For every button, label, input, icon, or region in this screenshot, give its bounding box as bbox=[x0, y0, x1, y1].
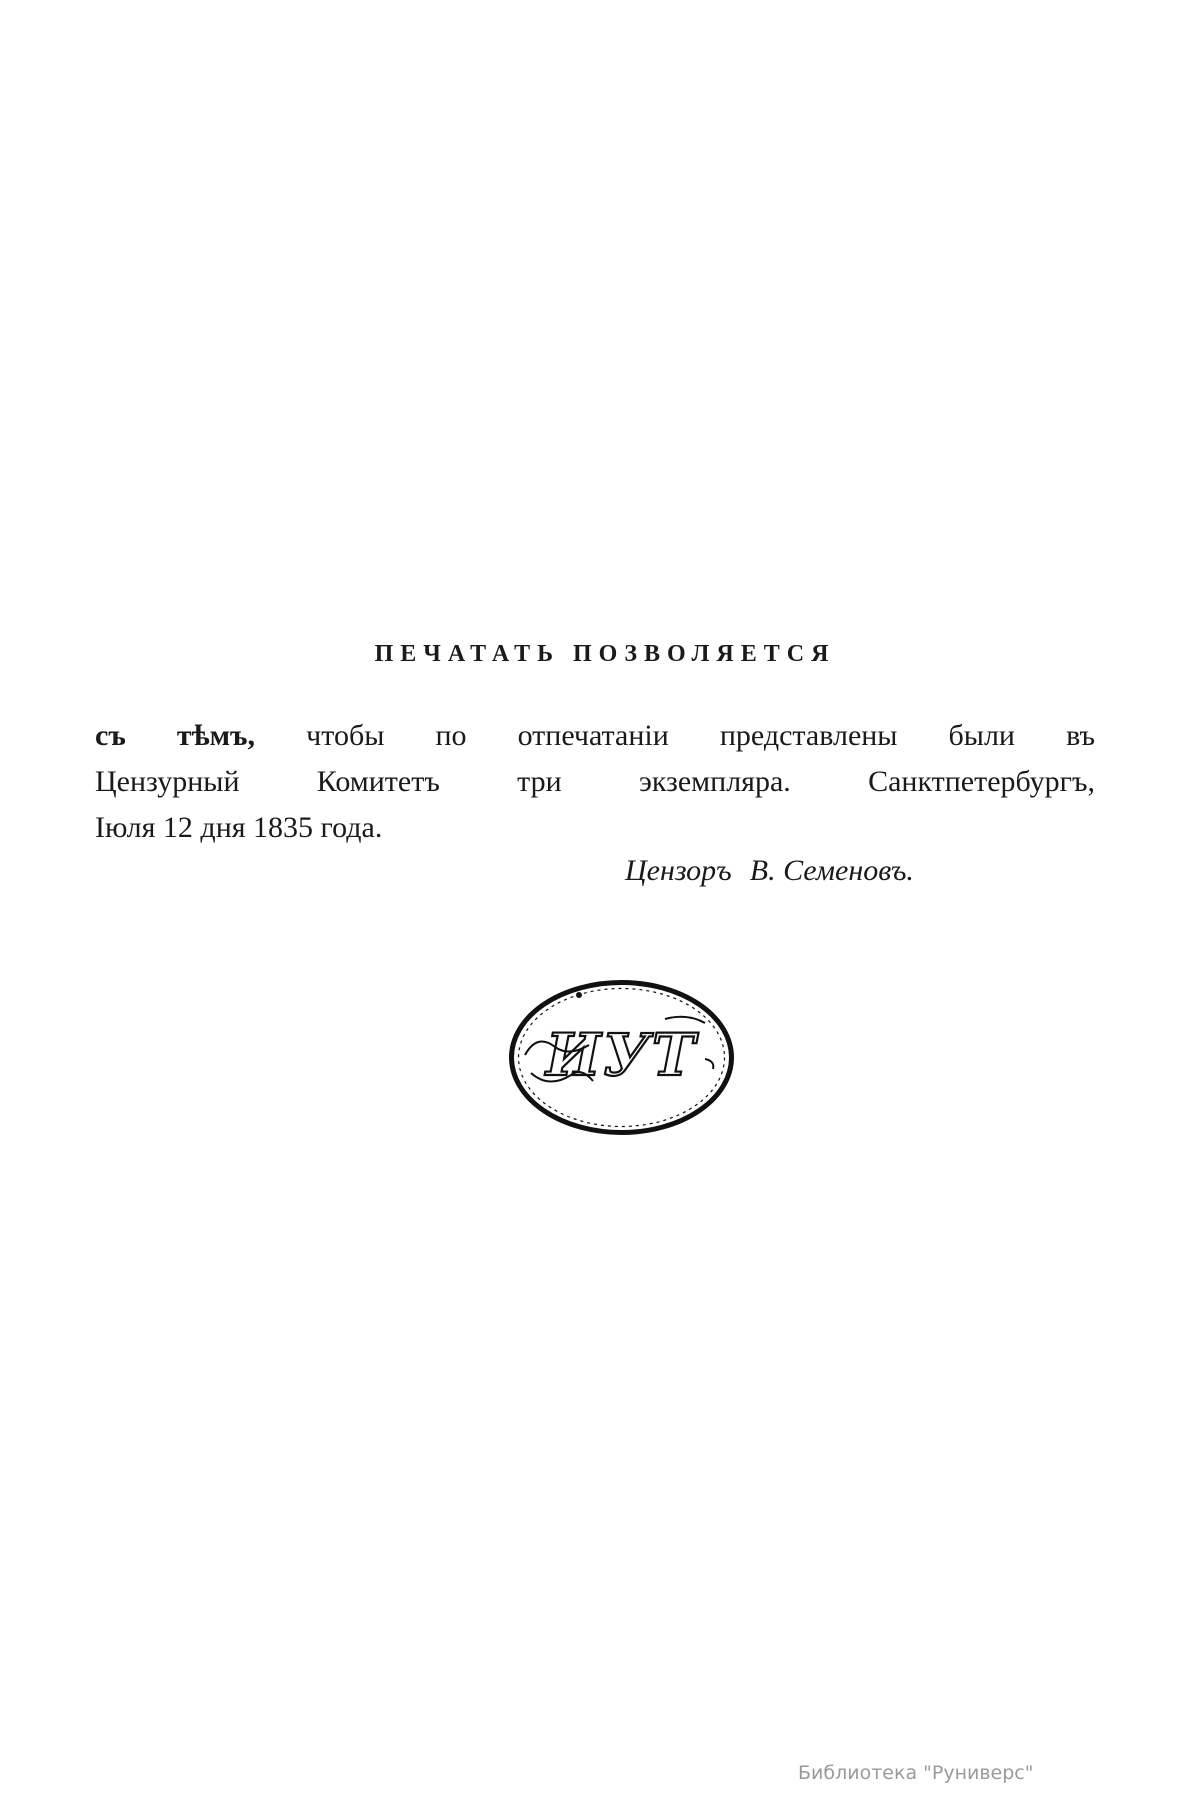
stamp-monogram: ИУТ bbox=[545, 1021, 698, 1089]
text-line-1 bbox=[95, 713, 1095, 759]
text-line-3-rest: Іюля 12 дня 1835 года. bbox=[95, 811, 383, 844]
text-line-1-rest: чтобы по отпечатаніи представлены были въ bbox=[255, 719, 1095, 752]
censor-title: Цензоръ bbox=[625, 854, 732, 887]
permission-heading: ПЕЧАТАТЬ ПОЗВОЛЯЕТСЯ bbox=[374, 641, 836, 667]
text-line-3 bbox=[95, 805, 1095, 851]
text-line-2 bbox=[95, 759, 1095, 805]
text-line-1-lead: съ тѣмъ, bbox=[95, 719, 256, 752]
censor-signature bbox=[625, 854, 914, 888]
permission-text bbox=[95, 713, 1095, 851]
text-line-2-rest: Цензурный Комитетъ три экземпляра. Санктпетербургъ, bbox=[95, 765, 1095, 798]
library-watermark: Библиотека "Руниверс" bbox=[798, 1762, 1034, 1784]
censor-name: В. Семеновъ. bbox=[749, 854, 914, 887]
library-stamp bbox=[505, 975, 738, 1140]
